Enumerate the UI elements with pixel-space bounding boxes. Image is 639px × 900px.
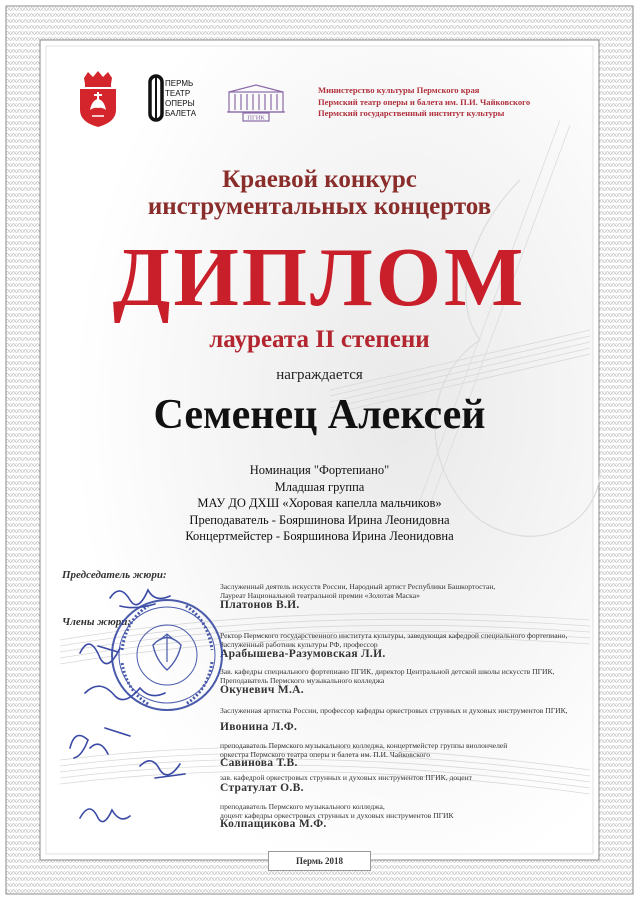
ministry-line: Пермский государственный институт культуры xyxy=(318,108,505,118)
institute-building-logo-icon xyxy=(225,82,287,122)
jury-member-name: Арабышева-Разумовская Л.И. xyxy=(220,648,386,660)
ministry-line: Пермский театр оперы и балета им. П.И. Чайковского xyxy=(318,96,531,107)
description-line: Ректор Пермского государственного института культуры, заведующая кафедрой специального фортепиано, xyxy=(220,631,568,640)
jury-member-name: Савинова Т.В. xyxy=(220,757,298,769)
description-line: Заслуженный деятель искусств России, Народный артист Республики Башкортостан, xyxy=(220,582,496,591)
description-line: Преподаватель Пермского музыкального колледжа xyxy=(220,676,385,685)
jury-members-label: Члены жюри: xyxy=(62,616,132,628)
accompanist: Концертмейстер - Бояршинова Ирина Леонидовна xyxy=(185,529,454,543)
teacher: Преподаватель - Бояршинова Ирина Леонидовна xyxy=(189,512,450,527)
description-line: оркестра Пермского театра оперы и балета им. П.И. Чайковского xyxy=(220,750,431,759)
jury-member-name: Ивонина Л.Ф. xyxy=(220,721,298,733)
recipient-name: Семенец Алексей xyxy=(153,392,486,438)
description-line: Заслуженный работник культуры РФ, профессор xyxy=(220,640,378,649)
opera-theatre-logo-icon xyxy=(148,74,197,124)
svg-text:ПГИК: ПГИК xyxy=(247,114,265,122)
description-line: преподаватель Пермского музыкального колледжа, xyxy=(220,802,385,811)
description-line: зав. кафедрой оркестровых струнных и духовых инструментов ПГИК, доцент xyxy=(220,773,472,782)
laureate-degree: лауреата II степени xyxy=(209,326,430,353)
svg-text:ОПЕРЫ: ОПЕРЫ xyxy=(165,99,195,108)
jury-member-description xyxy=(220,667,554,685)
nomination: Номинация "Фортепиано" xyxy=(249,463,390,477)
description-line: Заслуженная артистка России, профессор кафедры оркестровых струнных и духовых инструментов ПГИК, xyxy=(220,706,568,715)
footer-city-year: Пермь 2018 xyxy=(268,851,371,871)
description-line: Зав. кафедры специального фортепиано ПГИК, директор Центральной детской школы искусств ПГИК, xyxy=(220,667,555,676)
jury-member-name: Колпащикова М.Ф. xyxy=(220,818,327,830)
diploma-heading: ДИПЛОМ xyxy=(112,231,527,324)
svg-text:ПЕРМЬ: ПЕРМЬ xyxy=(165,79,194,88)
perm-coat-of-arms-icon xyxy=(78,70,118,128)
jury-member-description xyxy=(220,706,568,715)
contest-title xyxy=(0,166,639,220)
awarded-label: награждается xyxy=(276,367,363,383)
description-line: преподаватель Пермского музыкального колледжа, концертмейстер группы виолончелей xyxy=(220,741,508,750)
ministry-header xyxy=(318,85,598,120)
jury-signatures-icon xyxy=(60,578,210,838)
description-line: доцент кафедры оркестровых струнных и духовых инструментов ПГИК xyxy=(220,811,454,820)
contest-title-line: инструментальных концертов xyxy=(147,193,492,220)
description-line: Лауреат Национальной театральной премии «Золотая Маска» xyxy=(220,591,420,600)
award-details xyxy=(0,462,639,545)
jury-member-description xyxy=(220,631,567,649)
jury-member-name: Окуневич М.А. xyxy=(220,684,304,696)
jury-member-description xyxy=(220,773,472,782)
jury-chair-description xyxy=(220,582,495,600)
jury-chair-name: Платонов В.И. xyxy=(220,599,300,611)
contest-title-line: Краевой конкурс xyxy=(222,166,417,193)
age-group: Младшая группа xyxy=(274,479,365,494)
jury-member-name: Стратулат О.В. xyxy=(220,782,304,794)
svg-text:БАЛЕТА: БАЛЕТА xyxy=(165,109,197,118)
svg-text:ТЕАТР: ТЕАТР xyxy=(165,89,191,98)
jury-chair-label: Председатель жюри: xyxy=(62,569,167,581)
ministry-line: Министерство культуры Пермского края xyxy=(318,85,480,95)
school: МАУ ДО ДХШ «Хоровая капелла мальчиков» xyxy=(197,496,442,510)
